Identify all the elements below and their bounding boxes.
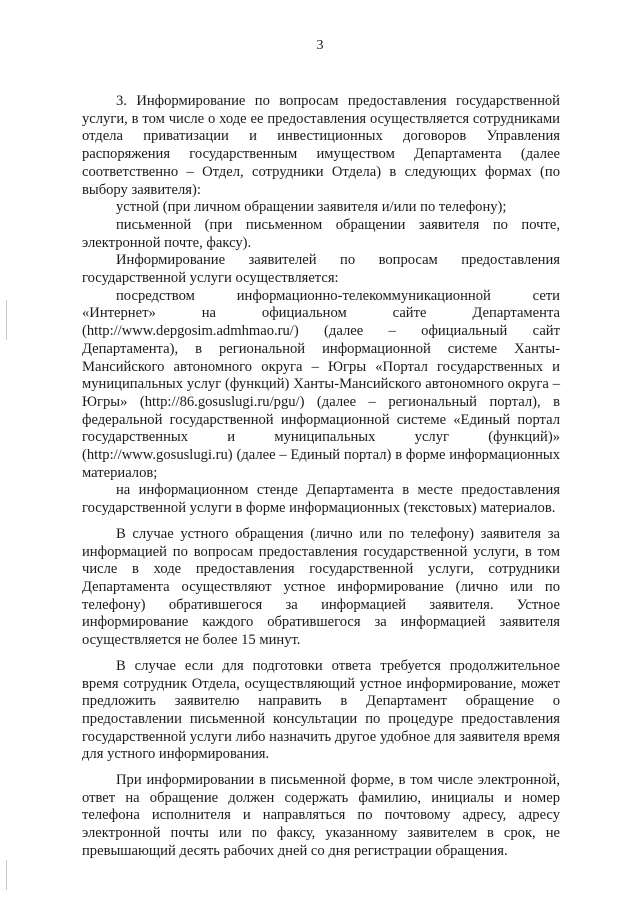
paragraph-informing-channels: Информирование заявителей по вопросам предоставления государственной услуги осуществляется: (82, 252, 560, 287)
scan-edge-mark (6, 860, 7, 890)
paragraph-info-stand: на информационном стенде Департамента в месте предоставления государственной услуги в форме информационных (текстовых) материалов. (82, 482, 560, 517)
paragraph-oral-form: устной (при личном обращении заявителя и/или по телефону); (116, 199, 507, 216)
document-body (82, 93, 560, 861)
paragraph-internet-portals: посредством информационно-телекоммуникационной сети «Интернет» на официальном сайте Департамента (http://www.depgosim.admhmao.ru/) (далее – официальный сайт Департамента), в региональной информационной системе Ханты-Мансийского автономного округа – Югры «Портал государственных и муниципальных услуг (функций) Ханты-Мансийского автономного округа – Югры» (http://86.gosuslugi.ru/pgu/) (далее – региональный портал), в федеральной государственной информационной системе «Единый портал государственных и муниципальных услуг (функций)» (http://www.gosuslugi.ru) (далее – Единый портал) в форме информационных материалов; (82, 287, 560, 481)
paragraph-long-answer: В случае если для подготовки ответа требуется продолжительное время сотрудник Отдела, осуществляющий устное информирование, может предложить заявителю направить в Департамент обращение о предоставлении письменной консультации по процедуре предоставления государственной услуги либо назначить другое удобное для заявителя время для устного информирования. (82, 657, 560, 763)
scan-edge-mark (6, 300, 7, 340)
page-number: 3 (316, 38, 324, 53)
paragraph-written-form: письменной (при письменном обращении заявителя по почте, электронной почте, факсу). (82, 216, 560, 251)
paragraph-informing-forms: 3. Информирование по вопросам предоставления государственной услуги, в том числе о ходе ее предоставления осуществляется сотрудниками отдела приватизации и инвестиционных договоров Управления распоряжения государственным имуществом Департамента (далее соответственно – Отдел, сотрудники Отдела) в следующих формах (по выбору заявителя): (82, 93, 560, 198)
paragraph-written-answer: При информировании в письменной форме, в том числе электронной, ответ на обращение должен содержать фамилию, инициалы и номер телефона исполнителя и направляться по почтовому адресу, адресу электронной почты или по факсу, указанному заявителем в срок, не превышающий десять рабочих дней со дня регистрации обращения. (82, 772, 560, 859)
paragraph-oral-request: В случае устного обращения (лично или по телефону) заявителя за информацией по вопросам предоставления государственной услуги, в том числе в ходе предоставления государственной услуги, сотрудники Департамента осуществляют устное информирование (лично или по телефону) обратившегося за информацией заявителя. Устное информирование каждого обратившегося за информацией заявителя осуществляется не более 15 минут. (82, 525, 560, 649)
